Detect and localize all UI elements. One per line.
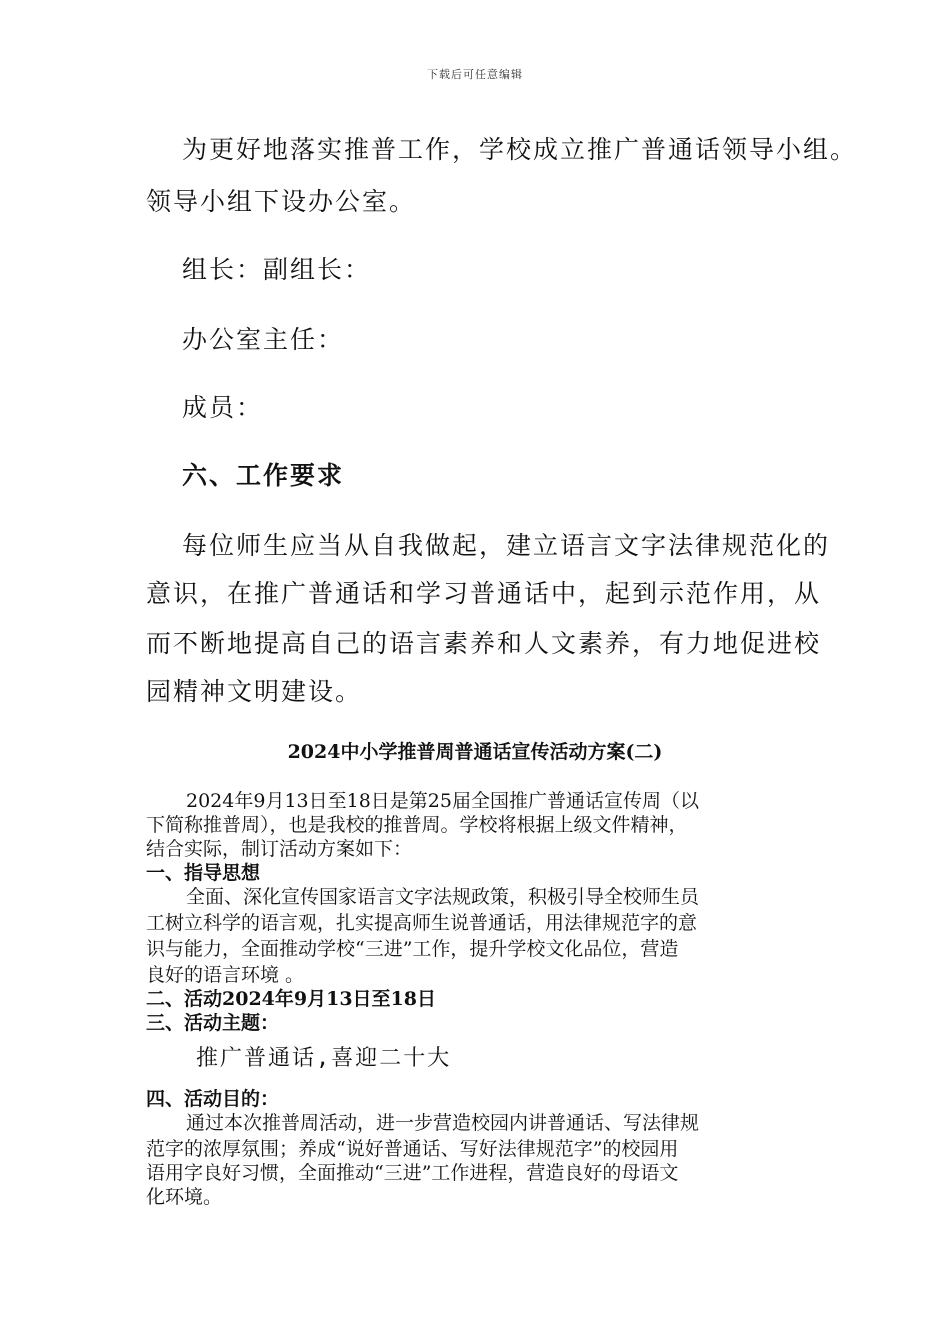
paragraph-leadership-line1: 为更好地落实推普工作，学校成立推广普通话领导小组。 <box>182 135 858 164</box>
section1-heading: 一、指导思想 <box>146 862 261 884</box>
section6-heading: 六、工作要求 <box>182 461 345 490</box>
section1-line3: 识与能力，全面推动学校“三进”工作，提升学校文化品位，营造 <box>146 938 679 960</box>
paragraph-requirements-line1: 每位师生应当从自我做起，建立语言文字法律规范化的 <box>182 531 831 560</box>
section4-line1: 通过本次推普周活动，进一步营造校园内讲普通话、写法律规 <box>186 1112 700 1134</box>
office-director-line: 办公室主任： <box>182 325 345 354</box>
section4-line3: 语用字良好习惯，全面推动“三进”工作进程，营造良好的母语文 <box>146 1162 679 1184</box>
section3-heading: 三、活动主题： <box>146 1012 280 1034</box>
section1-line2: 工树立科学的语言观，扎实提高师生说普通话，用法律规范字的意 <box>146 912 698 934</box>
header-note: 下载后可任意编辑 <box>427 68 523 81</box>
leader-line: 组长：副组长： <box>182 255 372 284</box>
paragraph-requirements-line4: 园精神文明建设。 <box>146 677 363 706</box>
members-line: 成员： <box>182 393 264 422</box>
section1-line4: 良好的语言环境 。 <box>146 964 305 986</box>
plan-title: 2024中小学推普周普通话宣传活动方案(二) <box>287 741 663 763</box>
intro-line3: 结合实际，制订活动方案如下： <box>146 838 413 860</box>
section1-line1: 全面、深化宣传国家语言文字法规政策，积极引导全校师生员 <box>186 886 700 908</box>
section2-heading: 二、活动2024年9月13日至18日 <box>146 988 436 1010</box>
section4-heading: 四、活动目的： <box>146 1088 280 1110</box>
activity-theme: 推广普通话,喜迎二十大 <box>196 1046 452 1071</box>
intro-line1: 2024年9月13日至18日是第25届全国推广普通话宣传周（以 <box>186 790 699 812</box>
section4-line2: 范字的浓厚氛围；养成“说好普通话、写好法律规范字”的校园用 <box>146 1138 679 1160</box>
paragraph-requirements-line2: 意识，在推广普通话和学习普通话中，起到示范作用，从 <box>146 579 822 608</box>
paragraph-leadership-line2: 领导小组下设办公室。 <box>146 187 417 216</box>
intro-line2: 下简称推普周），也是我校的推普周。学校将根据上级文件精神， <box>146 814 688 836</box>
paragraph-requirements-line3: 而不断地提高自己的语言素养和人文素养，有力地促进校 <box>146 629 822 658</box>
section4-line4: 化环境。 <box>146 1186 223 1208</box>
